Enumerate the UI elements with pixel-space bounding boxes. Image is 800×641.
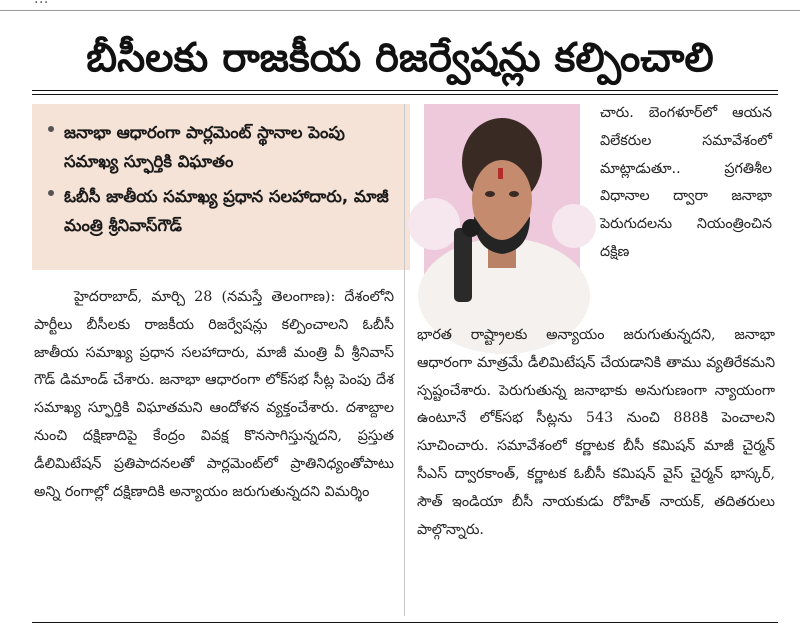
article-body-right-column-bottom: భారత రాష్ట్రాలకు అన్యాయం జరుగుతున్నదని, జనాభా ఆధారంగా మాత్రమే డీలిమిటేషన్ చేయడానికి తాము వ్యతిరేకమని స్పష్టంచేశారు. పెరుగుతున్న జనాభాకు అనుగుణంగా న్యాయంగా ఉంటూనే లోక్‌సభ సీట్లను 543 నుంచి 888కి పెంచాలని సూచించారు. సమావేశంలో కర్ణాటక బీసీ కమిషన్ మాజీ చైర్మన్ సీఎస్ ద్వారకాంత్, కర్ణాటక ఓబీసీ కమిషన్ వైస్ చైర్మన్ భాస్కర్, సౌత్ ఇండియా బీసీ నాయకుడు రోహిత్ నాయక్, తదితరులు పాల్గొన్నారు. [417,327,775,538]
speaker-photo [424,104,580,300]
previous-article-strip [0,0,800,11]
highlights-box [32,104,410,270]
column-divider [404,104,405,616]
bullet-icon [48,190,54,196]
bullet-icon [48,126,54,132]
highlight-text: ఓబీసీ జాతీయ సమాఖ్య ప్రధాన సలహాదారు, మాజీ మంత్రి శ్రీనివాస్‌గౌడ్ [64,187,389,235]
highlight-item [48,182,400,240]
headline-rule-bottom [32,94,778,95]
highlight-text: జనాభా ఆధారంగా పార్లమెంట్ స్థానాల పెంపు సమాఖ్య స్ఫూర్తికి విఘాతం [64,123,345,171]
highlight-item [48,118,400,176]
previous-article-text [34,0,49,7]
bottom-rule [32,622,778,623]
speaker-portrait-illustration [424,104,580,300]
article-body-right-column-top: చారు. బెంగళూర్‌లో ఆయన విలేకరుల సమావేశంలో మాట్లాడుతూ.. ప్రగతిశీల విధానాల ద్వారా జనాభా పెరుగుదలను నియంత్రించిన దక్షిణ [600,105,772,260]
headline-rule-top [32,90,778,91]
article-body-left-column: హైదరాబాద్, మార్చి 28 (నమస్తే తెలంగాణ): దేశంలోని పార్టీలు బీసీలకు రాజకీయ రిజర్వేషన్లు కల్పించాలని ఓబీసీ జాతీయ సమాఖ్య ప్రధాన సలహాదారు, మాజీ మంత్రి వీ శ్రీనివాస్ గౌడ్ డిమాండ్ చేశారు. జనాభా ఆధారంగా లోక్‌సభ సీట్ల పెంపు దేశ సమాఖ్య స్ఫూర్తికి విఘాతమని ఆందోళన వ్యక్తంచేశారు. దశాబ్దాల నుంచి దక్షిణాదిపై కేంద్రం వివక్ష కొనసాగిస్తున్నదని, ప్రస్తుత డీలిమిటేషన్ ప్రతిపాదనలతో పార్లమెంట్‌లో ప్రాతినిధ్యంతోపాటు అన్ని రంగాల్లో దక్షిణాదికి అన్యాయం జరుగుతున్నదని విమర్శిం [34,289,394,500]
headline: బీసీలకు రాజకీయ రిజర్వేషన్లు కల్పించాలి [86,35,714,81]
